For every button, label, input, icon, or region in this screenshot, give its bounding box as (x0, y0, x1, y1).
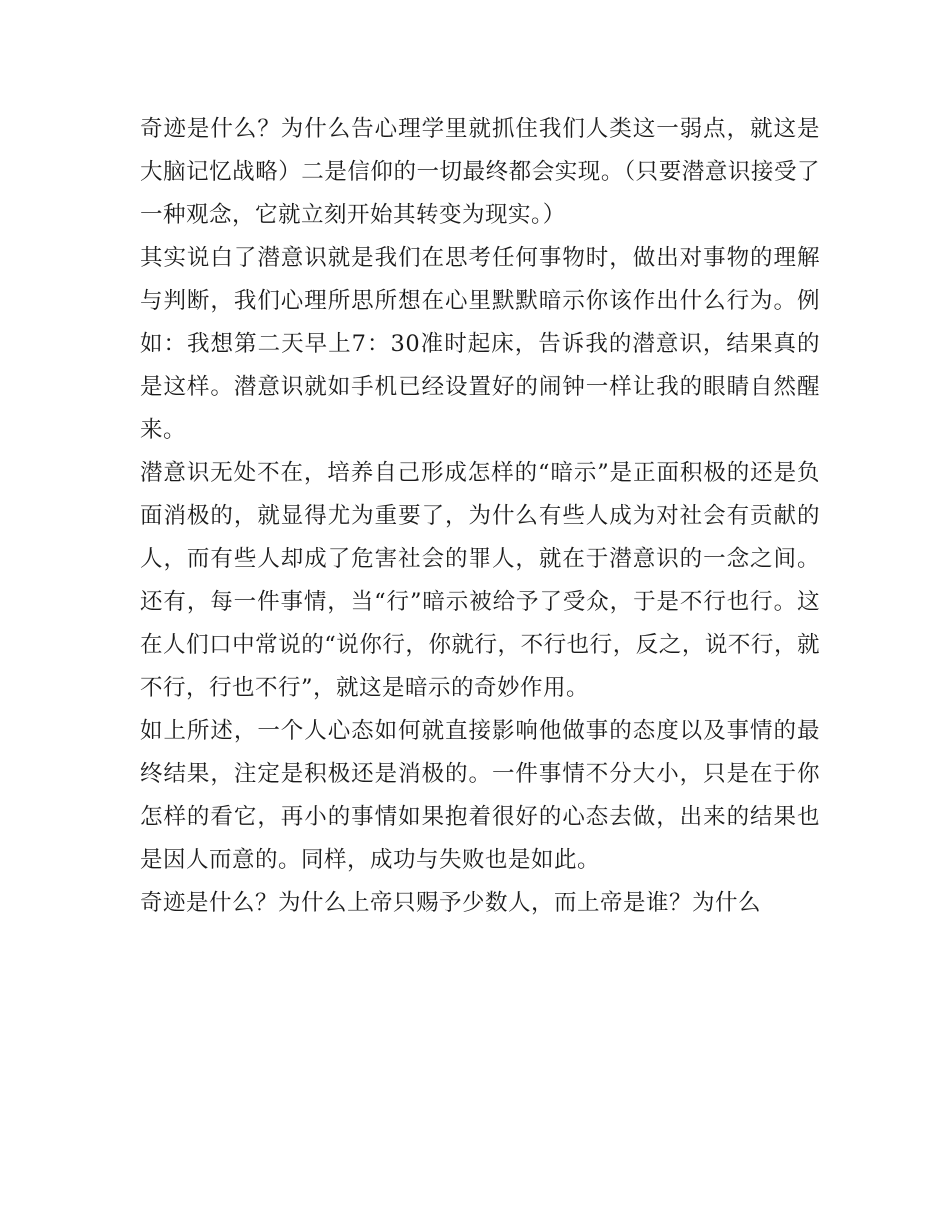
paragraph-5: 奇迹是什么？为什么上帝只赐予少数人，而上帝是谁？为什么 (140, 890, 762, 916)
document-body (140, 108, 820, 925)
paragraph-1: 奇迹是什么？为什么告心理学里就抓住我们人类这一弱点，就这是大脑记忆战略）二是信仰的一切最终都会实现。（只要潜意识接受了一种观念，它就立刻开始其转变为现实。） (140, 116, 820, 228)
paragraph-4: 如上所述，一个人心态如何就直接影响他做事的态度以及事情的最终结果，注定是积极还是消极的。一件事情不分大小，只是在于你怎样的看它，再小的事情如果抱着很好的心态去做，出来的结果也是因人而意的。同样，成功与失败也是如此。 (140, 718, 820, 873)
paragraph-2: 其实说白了潜意识就是我们在思考任何事物时，做出对事物的理解与判断，我们心理所思所想在心里默默暗示你该作出什么行为。例如：我想第二天早上7：30准时起床，告诉我的潜意识，结果真的是这样。潜意识就如手机已经设置好的闹钟一样让我的眼睛自然醒来。 (140, 245, 820, 443)
paragraph-3: 潜意识无处不在，培养自己形成怎样的“暗示”是正面积极的还是负面消极的，就显得尤为重要了，为什么有些人成为对社会有贡献的人，而有些人却成了危害社会的罪人，就在于潜意识的一念之间。还有，每一件事情，当“行”暗示被给予了受众，于是不行也行。这在人们口中常说的“说你行，你就行，不行也行，反之，说不行，就不行，行也不行”，就这是暗示的奇妙作用。 (140, 460, 820, 701)
